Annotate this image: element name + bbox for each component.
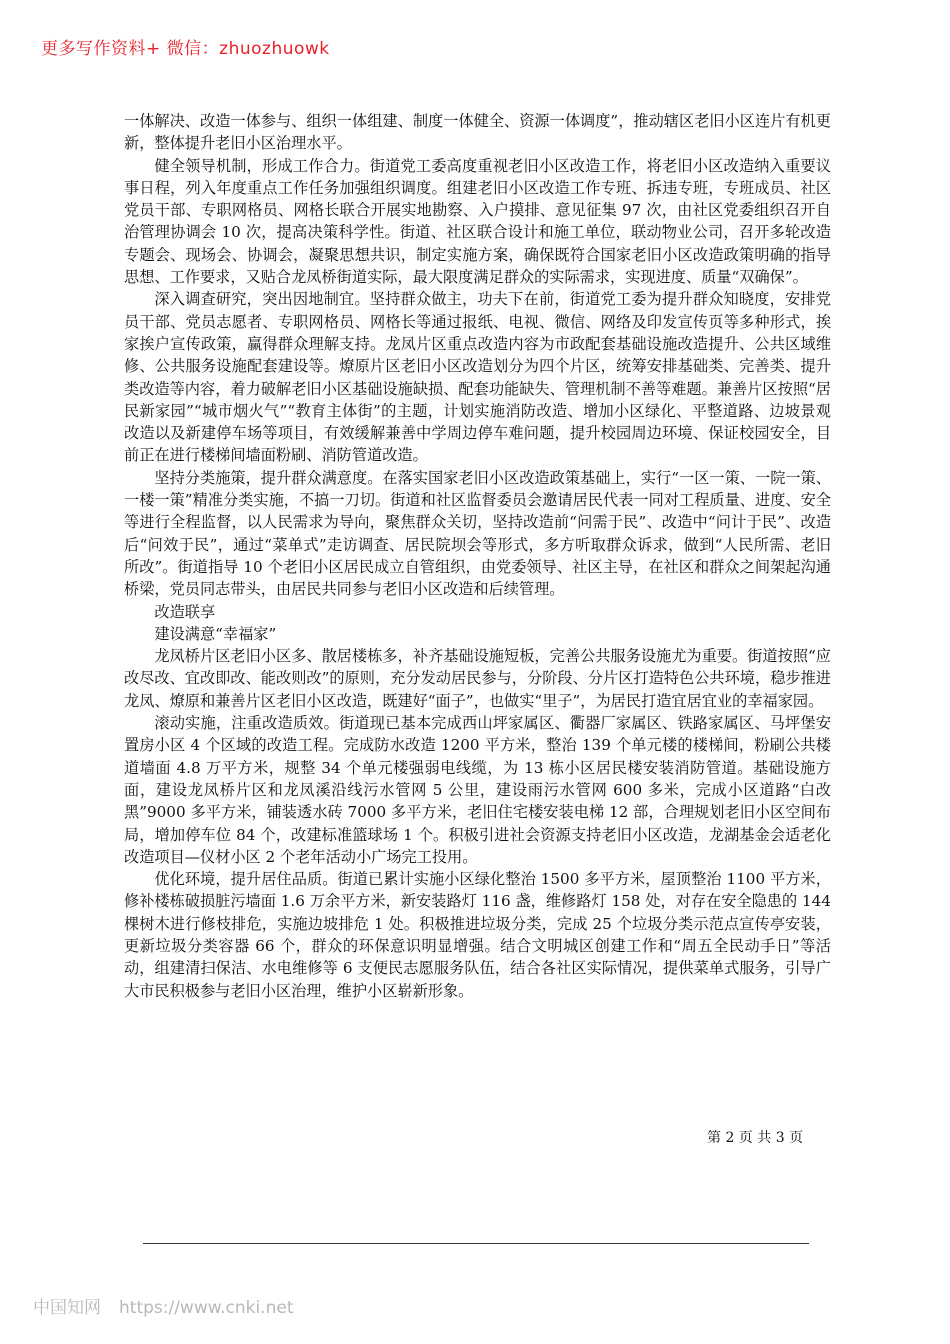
paragraph-environment: 优化环境，提升居住品质。街道已累计实施小区绿化整治 1500 多平方米，屋顶整治 1100 平方米，修补楼栋破损脏污墙面 1.6 万余平方米，新安装路灯 116 盏，维修路灯 158 处，对存在安全隐患的 144 棵树木进行修枝排危，实施边坡排危 1 处。积极推进垃圾分类，完成 25 个垃圾分类示范点宣传亭安装，更新垃圾分类容器 66 个，群众的环保意识明显增强。结合文明城区创建工作和“周五全民动手日”等活动，组建清扫保洁、水电维修等 6 支便民志愿服务队伍，结合各社区实际情况，提供菜单式服务，引导广大市民积极参与老旧小区治理，维护小区崭新形象。 (124, 870, 831, 1000)
promo-banner: 更多写作资料+ 微信：zhuozhuowk (41, 39, 330, 59)
document-body (124, 110, 831, 1002)
paragraph-classification: 坚持分类施策，提升群众满意度。在落实国家老旧小区改造政策基础上，实行“一区一策、一院一策、一楼一策”精准分类实施，不搞一刀切。街道和社区监督委员会邀请居民代表一同对工程质量、进度、安全等进行全程监督，以人民需求为导向，聚焦群众关切，坚持改造前“问需于民”、改造中“问计于民”、改造后“问效于民”，通过“菜单式”走访调查、居民院坝会等形式，多方听取群众诉求，做到“人民所需、老旧所改”。街道指导 10 个老旧小区居民成立自管组织，由党委领导、社区主导，在社区和群众之间架起沟通桥梁，党员同志带头，由居民共同参与老旧小区改造和后续管理。 (124, 468, 831, 599)
paragraph-leadership: 健全领导机制，形成工作合力。街道党工委高度重视老旧小区改造工作，将老旧小区改造纳入重要议事日程，列入年度重点工作任务加强组织调度。组建老旧小区改造工作专班、拆违专班，专班成员、社区党员干部、专职网格员、网格长联合开展实地勘察、入户摸排、意见征集 97 次，由社区党委组织召开自治管理协调会 10 次，提高决策科学性。街道、社区联合设计和施工单位，联动物业公司，召开多轮改造专题会、现场会、协调会，凝聚思想共识，制定实施方案，确保既符合国家老旧小区改造政策明确的指导思想、工作要求，又贴合龙凤桥街道实际，最大限度满足群众的实际需求，实现进度、质量“双确保”。 (124, 156, 831, 287)
paragraph-rolling-implementation: 滚动实施，注重改造质效。街道现已基本完成西山坪家属区、衢器厂家属区、铁路家属区、马坪堡安置房小区 4 个区域的改造工程。完成防水改造 1200 平方米，整治 139 个单元楼的楼梯间，粉刷公共楼道墙面 4.8 万平方米，规整 34 个单元楼强弱电线缆，为 13 栋小区居民楼安装消防管道。基础设施方面，建设龙凤桥片区和龙凤溪沿线污水管网 5 公里，建设雨污水管网 600 多米，完成小区道路“白改黑”9000 多平方米，铺装透水砖 7000 多平方米，老旧住宅楼安装电梯 12 部，合理规划老旧小区空间布局，增加停车位 84 个，改建标准篮球场 1 个。积极引进社会资源支持老旧小区改造，龙湖基金会适老化改造项目—仪材小区 2 个老年活动小广场完工投用。 (124, 714, 831, 866)
section-heading: 改造联享 (154, 602, 216, 621)
paragraph-overview: 龙凤桥片区老旧小区多、散居楼栋多，补齐基础设施短板，完善公共服务设施尤为重要。街道按照“应改尽改、宜改即改、能改则改”的原则，充分发动居民参与，分阶段、分片区打造特色公共环境，稳步推进龙凤、燎原和兼善片区老旧小区改造，既建好“面子”，也做实“里子”，为居民打造宜居宜业的幸福家园。 (124, 647, 831, 710)
watermark-site: 中国知网 (33, 1298, 101, 1318)
page-number: 第 2 页 共 3 页 (707, 1130, 804, 1146)
watermark (33, 1293, 293, 1318)
paragraph-continuation: 一体解决、改造一体参与、组织一体组建、制度一体健全、资源一体调度”，推动辖区老旧小区连片有机更新，整体提升老旧小区治理水平。 (124, 112, 831, 153)
watermark-url: https://www.cnki.net (119, 1298, 294, 1318)
footer-divider (143, 1243, 809, 1244)
paragraph-research: 深入调查研究，突出因地制宜。坚持群众做主，功夫下在前，街道党工委为提升群众知晓度，安排党员干部、党员志愿者、专职网格员、网格长等通过报纸、电视、微信、网络及印发宣传页等多种形式，挨家挨户宣传政策，赢得群众理解支持。龙凤片区重点改造内容为市政配套基础设施改造提升、公共区域维修、公共服务设施配套建设等。燎原片区老旧小区改造划分为四个片区，统筹安排基础类、完善类、提升类改造等内容，着力破解老旧小区基础设施缺损、配套功能缺失、管理机制不善等难题。兼善片区按照“居民新家园”“城市烟火气”“教育主体街”的主题，计划实施消防改造、增加小区绿化、平整道路、边坡景观改造以及新建停车场等项目，有效缓解兼善中学周边停车难问题，提升校园周边环境、保证校园安全，目前正在进行楼梯间墙面粉刷、消防管道改造。 (124, 290, 831, 465)
section-subheading: 建设满意“幸福家” (154, 624, 277, 643)
